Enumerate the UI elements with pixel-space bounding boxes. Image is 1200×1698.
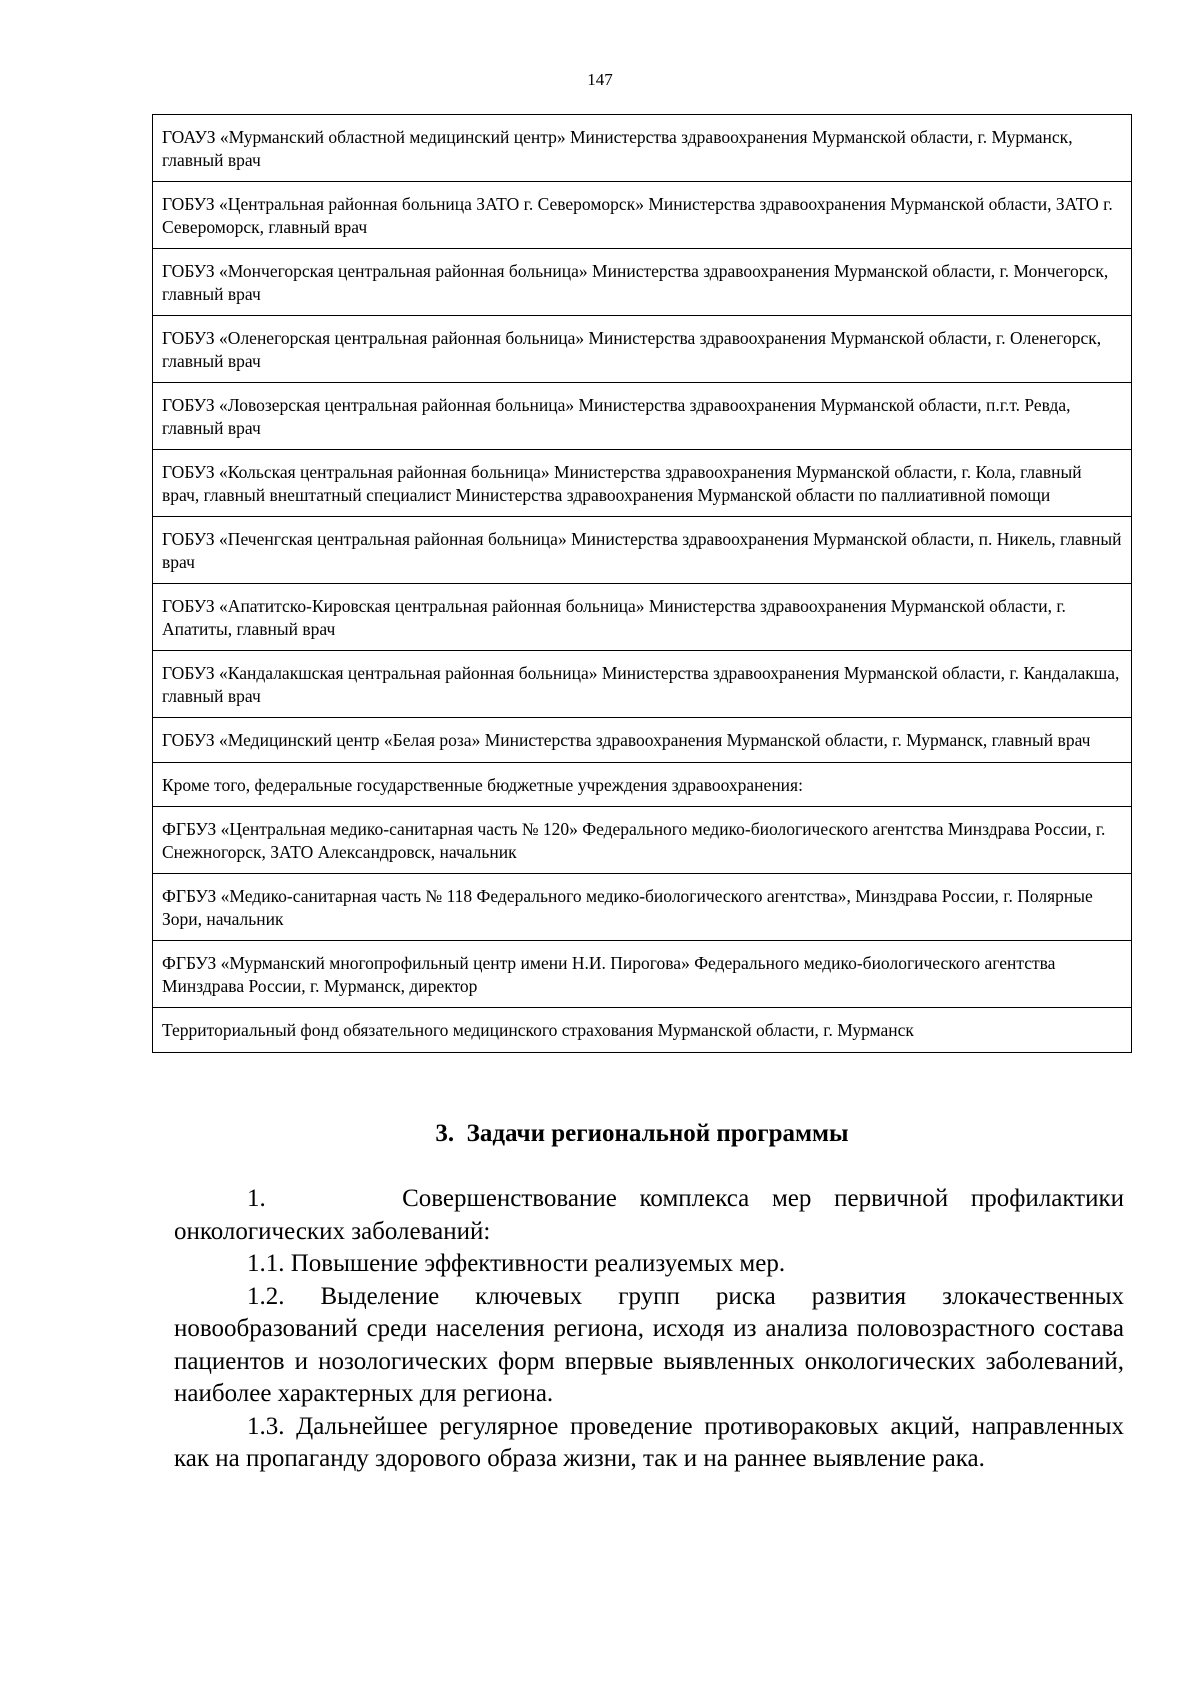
table-row (153, 874, 1132, 941)
table-row (153, 651, 1132, 718)
table-cell: ГОБУЗ «Печенгская центральная районная больница» Министерства здравоохранения Мурманской области, п. Никель, главный врач (153, 517, 1132, 584)
page-number: 147 (587, 70, 613, 89)
table-row (153, 182, 1132, 249)
section-body (174, 1183, 1131, 1476)
table-cell: ФГБУЗ «Центральная медико-санитарная часть № 120» Федерального медико-биологического агентства Минздрава России, г. Снежногорск, ЗАТО Александровск, начальник (153, 807, 1132, 874)
table-cell: ГОБУЗ «Ловозерская центральная районная больница» Министерства здравоохранения Мурманской области, п.г.т. Ревда, главный врач (153, 383, 1132, 450)
table-row (153, 316, 1132, 383)
section-heading: 3. Задачи региональной программы (435, 1120, 849, 1147)
table-cell: ГОБУЗ «Апатитско-Кировская центральная районная больница» Министерства здравоохранения Мурманской области, г. Апатиты, главный врач (153, 584, 1132, 651)
table-cell: Кроме того, федеральные государственные бюджетные учреждения здравоохранения: (153, 762, 1132, 807)
table-row (153, 517, 1132, 584)
paragraph-task-1-3: 1.3. Дальнейшее регулярное проведение противораковых акций, направленных как на пропаганду здорового образа жизни, так и на раннее выявление рака. (174, 1412, 1124, 1472)
table-row (153, 115, 1132, 182)
paragraph-task-1-2: 1.2. Выделение ключевых групп риска развития злокачественных новообразований среди населения региона, исходя из анализа половозрастного состава пациентов и нозологических форм впервые выявленных онкологических заболеваний, наиболее характерных для региона. (174, 1282, 1124, 1407)
table-cell: ГОБУЗ «Медицинский центр «Белая роза» Министерства здравоохранения Мурманской области, г. Мурманск, главный врач (153, 718, 1132, 763)
table-cell: Территориальный фонд обязательного медицинского страхования Мурманской области, г. Мурманск (153, 1008, 1132, 1053)
table-cell: ФГБУЗ «Мурманский многопрофильный центр имени Н.И. Пирогова» Федерального медико-биологического агентства Минздрава России, г. Мурманск, директор (153, 941, 1132, 1008)
paragraph-task-1: 1. Совершенствование комплекса мер первичной профилактики онкологических заболеваний: (174, 1185, 1131, 1245)
table-cell: ФГБУЗ «Медико-санитарная часть № 118 Федерального медико-биологического агентства», Минздрава России, г. Полярные Зори, начальник (153, 874, 1132, 941)
table-row (153, 249, 1132, 316)
table-cell: ГОАУЗ «Мурманский областной медицинский центр» Министерства здравоохранения Мурманской области, г. Мурманск, главный врач (153, 115, 1132, 182)
table-row (153, 941, 1132, 1008)
table-cell: ГОБУЗ «Кольская центральная районная больница» Министерства здравоохранения Мурманской области, г. Кола, главный врач, главный внештатный специалист Министерства здравоохранения Мурманской области по паллиативной помощи (153, 450, 1132, 517)
paragraph-task-1-1: 1.1. Повышение эффективности реализуемых мер. (247, 1250, 786, 1277)
table-row (153, 584, 1132, 651)
organizations-table (152, 114, 1132, 1053)
table-row (153, 762, 1132, 807)
table-cell: ГОБУЗ «Мончегорская центральная районная больница» Министерства здравоохранения Мурманской области, г. Мончегорск, главный врач (153, 249, 1132, 316)
table-row (153, 1008, 1132, 1053)
table-cell: ГОБУЗ «Кандалакшская центральная районная больница» Министерства здравоохранения Мурманской области, г. Кандалакша, главный врач (153, 651, 1132, 718)
table-row (153, 450, 1132, 517)
table-row (153, 807, 1132, 874)
table-row (153, 383, 1132, 450)
table-row (153, 718, 1132, 763)
table-cell: ГОБУЗ «Центральная районная больница ЗАТО г. Североморск» Министерства здравоохранения Мурманской области, ЗАТО г. Североморск, главный врач (153, 182, 1132, 249)
table-cell: ГОБУЗ «Оленегорская центральная районная больница» Министерства здравоохранения Мурманской области, г. Оленегорск, главный врач (153, 316, 1132, 383)
